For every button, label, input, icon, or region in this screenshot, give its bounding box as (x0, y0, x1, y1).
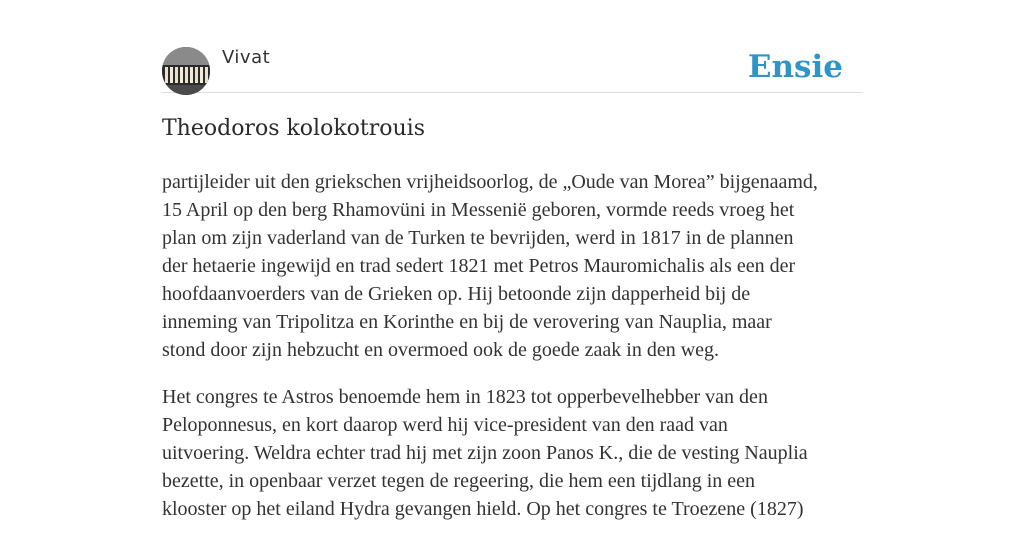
text-line: inneming van Tripolitza en Korinthe en bij de verovering van Nauplia, maar (162, 311, 772, 333)
brand-logo[interactable]: Ensie (747, 49, 843, 85)
text-line: stond door zijn hebzucht en overmoed ook de goede zaak in den weg. (162, 339, 720, 361)
text-line: uitvoering. Weldra echter trad hij met zijn zoon Panos K., die de vesting Nauplia (162, 442, 808, 464)
text-line: bezette, in openbaar verzet tegen de regeering, die hem een tijdlang in een (162, 470, 756, 492)
text-line: Peloponnesus, en kort daarop werd hij vice-president van den raad van (162, 414, 728, 436)
paragraph (162, 168, 862, 364)
text-line: plan om zijn vaderland van de Turken te bevrijden, werd in 1817 in de plannen (162, 227, 794, 249)
book-spines-avatar-icon (162, 47, 210, 95)
text-line: Het congres te Astros benoemde hem in 1823 tot opperbevelhebber van den (162, 386, 768, 408)
article-body (162, 168, 862, 542)
paragraph (162, 383, 862, 523)
page (162, 0, 862, 520)
text-line: 15 April op den berg Rhamovüni in Messenië geboren, vormde reeds vroeg het (162, 199, 795, 221)
text-line: klooster op het eiland Hydra gevangen hield. Op het congres te Troezene (1827) (162, 498, 804, 520)
author-name[interactable]: Vivat (222, 47, 271, 68)
text-line: der hetaerie ingewijd en trad sedert 1821 met Petros Mauromichalis als een der (162, 255, 796, 277)
page-title: Theodoros kolokotrouis (162, 116, 426, 141)
text-line: partijleider uit den griekschen vrijheidsoorlog, de „Oude van Morea” bijgenaamd, (162, 171, 818, 193)
avatar[interactable] (162, 47, 210, 95)
text-line: hoofdaanvoerders van de Grieken op. Hij betoonde zijn dapperheid bij de (162, 283, 751, 305)
header (162, 0, 862, 93)
